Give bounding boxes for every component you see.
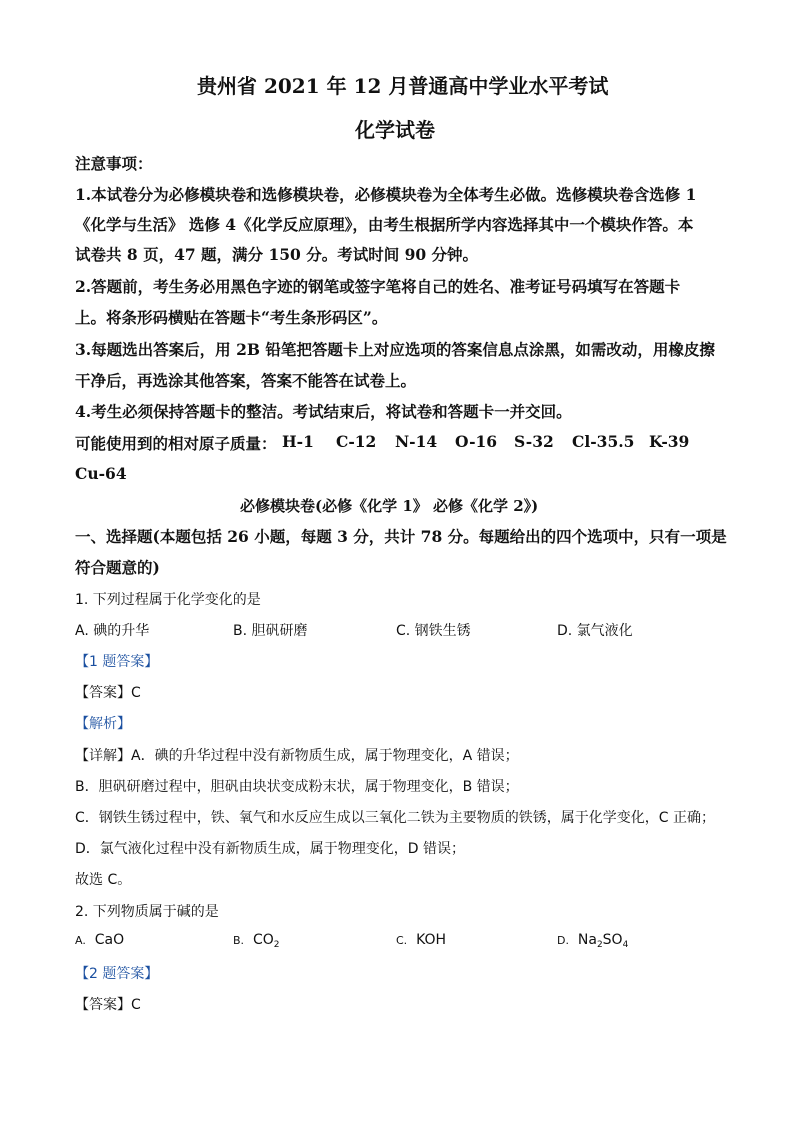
- q2-option-d-subscript: 2: [596, 940, 603, 950]
- notice-line: 上。将条形码横贴在答题卡“考生条形码区”。: [75, 308, 388, 327]
- q2-option-b-subscript: 2: [273, 940, 280, 950]
- q1-detail: B．胆矾研磨过程中，胆矾由块状变成粉末状，属于物理变化，B 错误；: [75, 779, 519, 795]
- notice-line: 4.考生必须保持答题卡的整洁。考试结束后，将试卷和答题卡一并交回。: [75, 402, 572, 421]
- atomic-mass-item: Cl-35.5: [572, 432, 635, 451]
- page-title: 贵州省 2021 年 12 月普通高中学业水平考试: [197, 74, 609, 98]
- q2-option-d-subscript: 4: [622, 940, 629, 950]
- page-subtitle: 化学试卷: [355, 118, 435, 142]
- notice-line: 2.答题前，考生务必用黑色字迹的钢笔或签字笔将自己的姓名、准考证号码填写在答题卡: [75, 277, 681, 296]
- question-2-stem: 2. 下列物质属于碱的是: [75, 904, 219, 920]
- q1-option-c: C. 钢铁生锈: [396, 623, 471, 639]
- q1-detail: C．钢铁生锈过程中，铁、氧气和水反应生成以三氧化二铁为主要物质的铁锈，属于化学变化，C 正确；: [75, 810, 715, 826]
- q2-option-a-text: CaO: [94, 932, 125, 948]
- q1-detail: 【详解】A．碘的升华过程中没有新物质生成，属于物理变化，A 错误；: [75, 748, 519, 764]
- q2-option-b-label: B.: [233, 934, 245, 947]
- atomic-mass-item: K-39: [649, 432, 690, 451]
- section-heading: 一、选择题(本题包括 26 小题，每题 3 分，共计 78 分。每题给出的四个选项中，只有一项是: [75, 527, 727, 546]
- atomic-mass-item: O-16: [455, 432, 498, 451]
- atomic-mass-item: H-1: [282, 432, 314, 451]
- q1-analysis-tag: 【解析】: [75, 716, 131, 732]
- q2-option-d: [557, 932, 628, 950]
- atomic-mass-item: S-32: [514, 432, 554, 451]
- section-heading-cont: 符合题意的): [75, 558, 160, 577]
- notice-line: 《化学与生活》 选修 4《化学反应原理》，由考生根据所学内容选择其中一个模块作答。本: [75, 215, 694, 234]
- atomic-mass-item: N-14: [395, 432, 438, 451]
- atomic-mass-item: Cu-64: [75, 464, 127, 483]
- q2-answer: 【答案】C: [75, 997, 141, 1013]
- q1-option-a: A. 碘的升华: [75, 623, 150, 639]
- q1-answer: 【答案】C: [75, 685, 141, 701]
- q2-option-c-label: C.: [396, 934, 408, 947]
- q1-conclusion: 故选 C。: [75, 872, 132, 888]
- notice-line: 干净后，再选涂其他答案，答案不能答在试卷上。: [75, 371, 417, 390]
- notice-line: 试卷共 8 页，47 题，满分 150 分。考试时间 90 分钟。: [75, 245, 479, 264]
- q2-option-b: [233, 932, 279, 950]
- question-1-stem: 1. 下列过程属于化学变化的是: [75, 592, 261, 608]
- q1-detail: D．氯气液化过程中没有新物质生成，属于物理变化，D 错误；: [75, 841, 466, 857]
- q2-option-c: [396, 932, 446, 948]
- q2-option-d-label: D.: [557, 934, 569, 947]
- q2-option-d-text: SO: [602, 932, 623, 948]
- q1-option-b: B. 胆矾研磨: [233, 623, 308, 639]
- q1-option-d: D. 氯气液化: [557, 623, 633, 639]
- q2-option-d-text: Na: [577, 932, 597, 948]
- module-title: 必修模块卷(必修《化学 1》 必修《化学 2》): [240, 497, 539, 515]
- atomic-mass-item: C-12: [336, 432, 377, 451]
- q2-option-b-text: CO: [252, 932, 274, 948]
- q1-answer-tag: 【1 题答案】: [75, 654, 159, 670]
- q2-answer-tag: 【2 题答案】: [75, 966, 159, 982]
- notice-line: 3.每题选出答案后，用 2B 铅笔把答题卡上对应选项的答案信息点涂黑，如需改动，用橡皮擦: [75, 340, 715, 359]
- notice-line: 1.本试卷分为必修模块卷和选修模块卷，必修模块卷为全体考生必做。选修模块卷含选修 1: [75, 185, 697, 204]
- atomic-mass-label: 可能使用到的相对原子质量：: [75, 434, 277, 453]
- q2-option-a-label: A.: [75, 934, 86, 947]
- q2-option-c-text: KOH: [416, 932, 447, 948]
- notice-heading: 注意事项：: [75, 154, 153, 173]
- q2-option-a: [75, 932, 124, 948]
